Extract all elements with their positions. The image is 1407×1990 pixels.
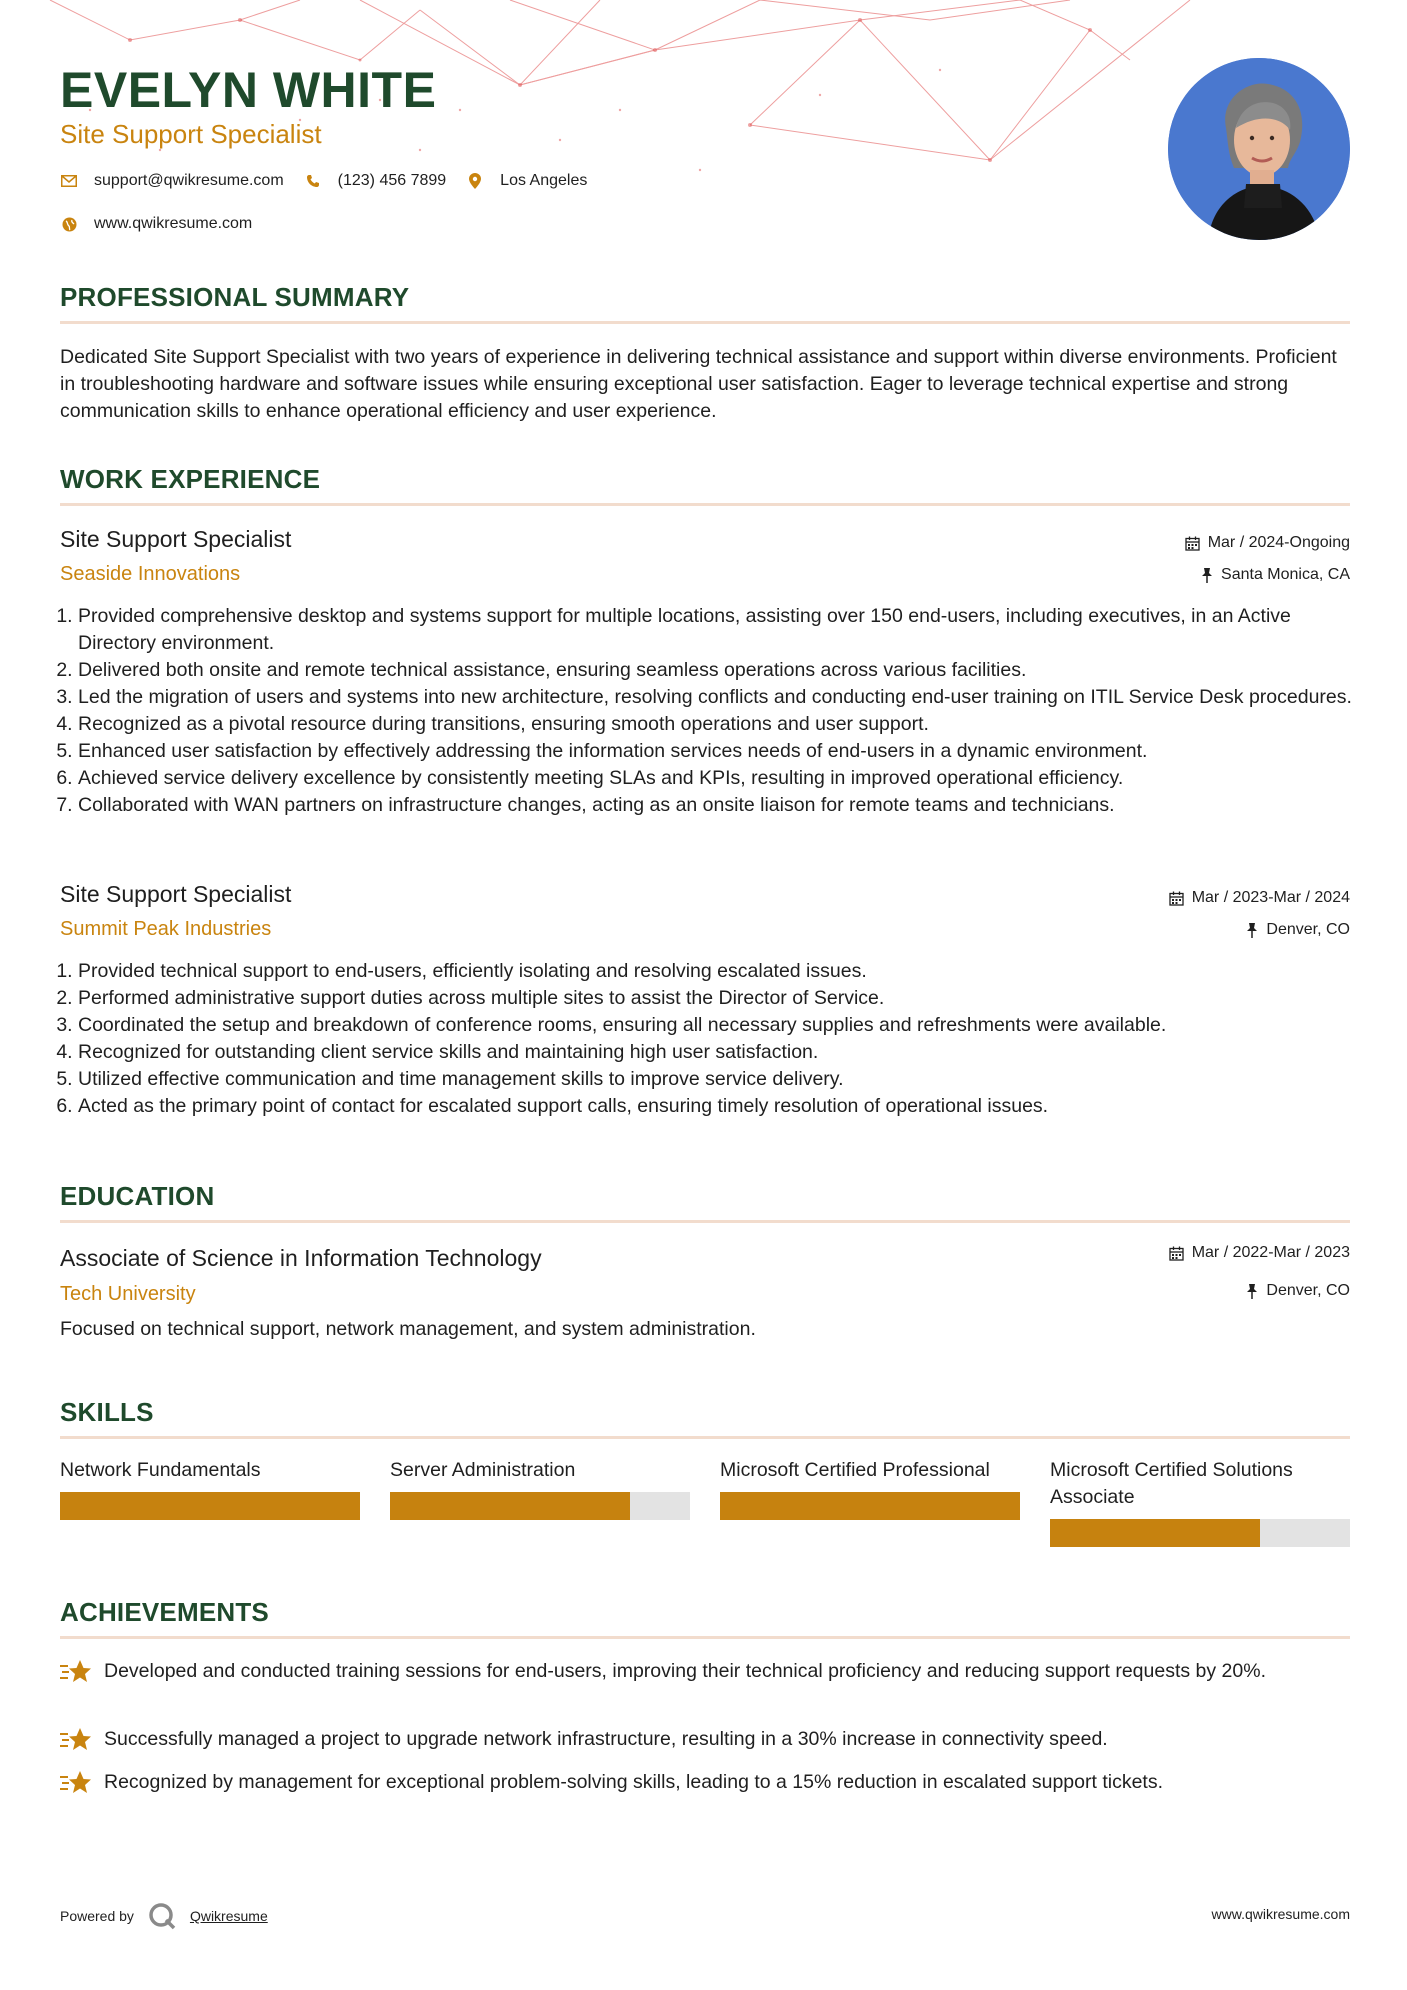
list-item: 1. Provided comprehensive desktop and systems support for multiple locations, assisting over 150 end-users, including executives, in an Active Directory environment. [78, 603, 1368, 657]
education-dates [1169, 1242, 1350, 1264]
footer-website[interactable]: www.qwikresume.com [1211, 1906, 1350, 1922]
skill-label: Network Fundamentals [60, 1459, 261, 1481]
candidate-name: EVELYN WHITE [60, 62, 437, 118]
list-item: 5. Utilized effective communication and time management skills to improve service delivery. [78, 1066, 1368, 1093]
email-text: support@qwikresume.com [94, 172, 284, 189]
skill-item [720, 1457, 1020, 1520]
skill-level-bar [1050, 1519, 1350, 1547]
job-1-company: Seaside Innovations [60, 563, 241, 585]
powered-by-label: Powered by [60, 1908, 134, 1924]
summary-heading: PROFESSIONAL SUMMARY [60, 282, 410, 312]
skill-level-bar [390, 1492, 690, 1520]
skill-level-fill [60, 1492, 360, 1520]
contact-row-primary [60, 172, 607, 190]
contact-phone[interactable] [304, 172, 447, 190]
qwikresume-logo-icon [148, 1902, 176, 1930]
achievement-item [60, 1726, 1350, 1754]
skills-divider [60, 1436, 1350, 1439]
job-2-location [1246, 919, 1350, 941]
candidate-role: Site Support Specialist [60, 119, 322, 149]
list-item: 7. Collaborated with WAN partners on infrastructure changes, acting as an onsite liaison for remote teams and technicians. [78, 792, 1368, 819]
brand-link[interactable]: Qwikresume [189, 1908, 268, 1924]
job-2-location-text: Denver, CO [1266, 921, 1350, 938]
contact-location [466, 172, 587, 190]
list-item: 4. Recognized as a pivotal resource during transitions, ensuring smooth operations and user support. [78, 711, 1368, 738]
phone-icon [304, 172, 322, 190]
calendar-icon [1185, 536, 1200, 551]
list-item: 2. Delivered both onsite and remote technical assistance, ensuring seamless operations across various facilities. [78, 657, 1368, 684]
experience-heading: WORK EXPERIENCE [60, 464, 321, 494]
achievements-heading: ACHIEVEMENTS [60, 1597, 269, 1627]
profile-photo [1168, 58, 1350, 240]
summary-divider [60, 321, 1350, 324]
list-item: 5. Enhanced user satisfaction by effectively addressing the information services needs of end-users in a dynamic environment. [78, 738, 1368, 765]
education-degree: Associate of Science in Information Technology [60, 1245, 542, 1271]
portrait-illustration [1168, 58, 1350, 240]
skills-heading: SKILLS [60, 1397, 154, 1427]
achievement-item [60, 1658, 1350, 1686]
map-pin-icon [466, 172, 484, 190]
skill-item [1050, 1457, 1350, 1547]
contact-email[interactable] [60, 172, 284, 190]
location-text: Los Angeles [500, 172, 588, 189]
education-divider [60, 1220, 1350, 1223]
job-2-bullets [60, 958, 1368, 1120]
list-item: 6. Achieved service delivery excellence by consistently meeting SLAs and KPIs, resulting in improved operational efficiency. [78, 765, 1368, 792]
skill-level-fill [390, 1492, 630, 1520]
education-description: Focused on technical support, network management, and system administration. [60, 1318, 756, 1340]
job-1-bullets [60, 603, 1368, 819]
list-item: 3. Coordinated the setup and breakdown of conference rooms, ensuring all necessary supplies and refreshments were available. [78, 1012, 1368, 1039]
experience-divider [60, 503, 1350, 506]
achievement-item [60, 1769, 1350, 1797]
education-dates-text: Mar / 2022-Mar / 2023 [1191, 1244, 1350, 1261]
list-item: 4. Recognized for outstanding client service skills and maintaining high user satisfaction. [78, 1039, 1368, 1066]
pushpin-icon [1246, 923, 1258, 938]
education-location [1246, 1280, 1350, 1302]
skill-level-bar [720, 1492, 1020, 1520]
list-item: 6. Acted as the primary point of contact for escalated support calls, ensuring timely resolution of operational issues. [78, 1093, 1368, 1120]
job-2-dates-text: Mar / 2023-Mar / 2024 [1191, 889, 1350, 906]
skill-item [390, 1457, 690, 1520]
skill-level-fill [1050, 1519, 1260, 1547]
pushpin-icon [1246, 1284, 1258, 1299]
skill-label: Server Administration [390, 1459, 576, 1481]
skill-level-fill [720, 1492, 1020, 1520]
education-school: Tech University [60, 1283, 196, 1305]
achievements-divider [60, 1636, 1350, 1639]
job-1-location [1201, 564, 1350, 586]
job-2-title: Site Support Specialist [60, 881, 292, 907]
summary-text: Dedicated Site Support Specialist with two years of experience in delivering technical assistance and support within diverse environments. Proficient in troubleshooting hardware and software issues while ensuring exceptional user satisfaction. Eager to leverage technical expertise and strong communication skills to enhance operational efficiency and user experience. [60, 346, 1337, 422]
job-2-company: Summit Peak Industries [60, 918, 272, 940]
job-1-dates [1185, 532, 1350, 554]
skill-level-bar [60, 1492, 360, 1520]
mail-icon [60, 172, 78, 190]
phone-text: (123) 456 7899 [337, 172, 447, 189]
calendar-icon [1169, 1246, 1184, 1261]
achievement-star-icon [60, 1769, 92, 1797]
list-item: 2. Performed administrative support duties across multiple sites to assist the Director of Service. [78, 985, 1368, 1012]
contact-row-secondary [60, 215, 272, 233]
job-1-location-text: Santa Monica, CA [1221, 566, 1350, 583]
achievement-text: Successfully managed a project to upgrade network infrastructure, resulting in a 30% increase in connectivity speed. [104, 1728, 1108, 1750]
list-item: 1. Provided technical support to end-users, efficiently isolating and resolving escalated issues. [78, 958, 1368, 985]
job-2-dates [1169, 887, 1350, 909]
contact-website[interactable] [60, 215, 252, 233]
job-1-title: Site Support Specialist [60, 526, 292, 552]
skill-label: Microsoft Certified Professional [720, 1459, 990, 1481]
achievement-star-icon [60, 1726, 92, 1754]
skill-label: Microsoft Certified Solutions Associate [1050, 1459, 1293, 1508]
job-1-dates-text: Mar / 2024-Ongoing [1207, 534, 1350, 551]
globe-icon [60, 215, 78, 233]
calendar-icon [1169, 891, 1184, 906]
achievement-text: Developed and conducted training sessions for end-users, improving their technical proficiency and reducing support requests by 20%. [104, 1660, 1266, 1682]
achievement-star-icon [60, 1658, 92, 1686]
website-text: www.qwikresume.com [94, 215, 253, 232]
achievement-text: Recognized by management for exceptional problem-solving skills, leading to a 15% reduction in escalated support tickets. [104, 1771, 1163, 1793]
footer-powered-by [60, 1902, 268, 1930]
skill-item [60, 1457, 360, 1520]
pushpin-icon [1201, 568, 1213, 583]
list-item: 3. Led the migration of users and systems into new architecture, resolving conflicts and conducting end-user training on ITIL Service Desk procedures. [78, 684, 1368, 711]
education-location-text: Denver, CO [1266, 1282, 1350, 1299]
education-heading: EDUCATION [60, 1181, 215, 1211]
